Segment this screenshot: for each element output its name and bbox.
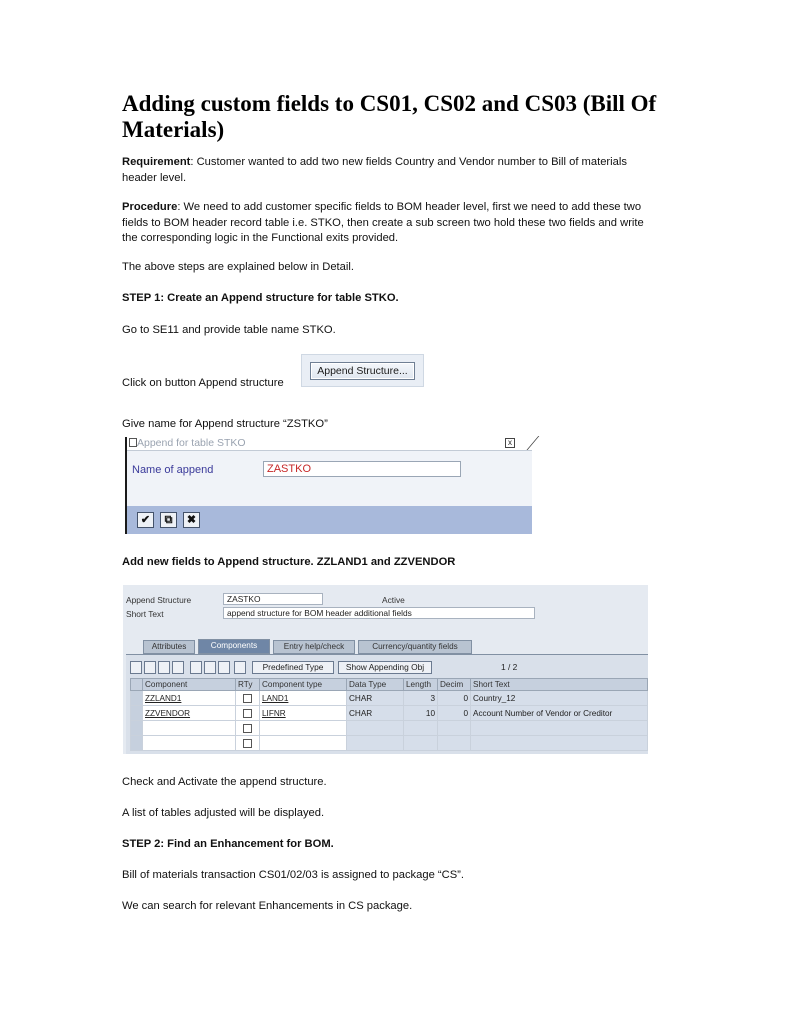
assigned-text: Bill of materials transaction CS01/02/03 is assigned to package “CS”. [122,869,465,881]
predefined-type-button[interactable]: Predefined Type [252,661,334,674]
click-append-text: Click on button Append structure [122,377,284,389]
append-structure-screenshot [301,354,424,387]
cell-component[interactable] [143,736,236,751]
col-component: Component [143,679,236,691]
explained-text: The above steps are explained below in Detail. [122,261,354,273]
row-selector[interactable] [131,691,143,706]
append-dialog-screenshot [125,437,532,534]
name-of-append-input[interactable]: ZASTKO [263,461,461,477]
cell-component-type[interactable]: LAND1 [260,691,347,706]
cell-component-type[interactable] [260,721,347,736]
table-row[interactable] [131,721,648,736]
cell-short-text: Account Number of Vendor or Creditor [471,706,648,721]
cell-component-type[interactable] [260,736,347,751]
close-icon[interactable]: x [505,438,515,448]
page-title: Adding custom fields to CS01, CS02 and CS03 (Bill Of Materials) [122,91,657,142]
requirement-text: : Customer wanted to add two new fields Country and Vendor number to Bill of materials header level. [122,156,627,184]
rty-checkbox[interactable] [243,694,252,703]
step1-heading: STEP 1: Create an Append structure for table STKO. [122,292,399,304]
select-all-header[interactable] [131,679,143,691]
dialog-edit-icon [129,438,137,447]
table-row[interactable] [131,706,648,721]
procedure-paragraph [122,200,652,247]
cell-decim: 0 [438,691,471,706]
dialog-header [127,437,532,450]
row-selector[interactable] [131,706,143,721]
search-text: We can search for relevant Enhancements in CS package. [122,900,413,912]
cell-decim: 0 [438,706,471,721]
check-activate-text: Check and Activate the append structure. [122,776,327,788]
filter-icon[interactable] [234,661,246,674]
components-panel [126,654,648,754]
row-selector[interactable] [131,721,143,736]
col-decim: Decim [438,679,471,691]
add-fields-heading: Add new fields to Append structure. ZZLAND1 and ZZVENDOR [122,556,456,568]
delete-row-icon[interactable] [190,661,202,674]
col-length: Length [404,679,438,691]
col-data-type: Data Type [347,679,404,691]
col-short-text: Short Text [471,679,648,691]
dialog-body [127,450,532,506]
status-text: Active [382,595,405,605]
list-tables-text: A list of tables adjusted will be displayed. [122,807,325,819]
append-structure-field[interactable]: ZASTKO [223,593,323,605]
go-se11-text: Go to SE11 and provide table name STKO. [122,324,336,336]
rty-checkbox[interactable] [243,709,252,718]
procedure-text: : We need to add customer specific fields to BOM header level, first we need to add these two fields to BOM header record table i.e. STKO, then create a sub screen two hold these two fields and write the corresponding logic in the Functional exits provided. [122,201,644,244]
continue-check-icon[interactable]: ✔ [137,512,154,528]
cell-component-type[interactable]: LIFNR [260,706,347,721]
rty-checkbox[interactable] [243,724,252,733]
give-name-text: Give name for Append structure “ZSTKO” [122,418,328,430]
requirement-label: Requirement [122,156,191,168]
tab-entry-help[interactable]: Entry help/check [273,640,355,654]
cell-component[interactable] [143,721,236,736]
se11-components-screenshot [123,585,648,754]
table-row[interactable] [131,691,648,706]
cancel-x-icon[interactable]: ✖ [183,512,200,528]
col-rty: RTy [236,679,260,691]
tab-components[interactable]: Components [198,639,270,654]
tab-currency-quantity[interactable]: Currency/quantity fields [358,640,472,654]
tab-attributes[interactable]: Attributes [143,640,195,654]
procedure-label: Procedure [122,201,178,213]
short-text-label: Short Text [126,609,164,619]
page-indicator: 1 / 2 [501,662,518,672]
cut-icon[interactable] [130,661,142,674]
col-component-type: Component type [260,679,347,691]
name-of-append-label: Name of append [132,464,214,476]
cell-component[interactable]: ZZVENDOR [143,706,236,721]
search-icon[interactable] [204,661,216,674]
dialog-corner [513,436,540,451]
copy-icon[interactable] [144,661,156,674]
components-table [130,678,648,751]
append-structure-label: Append Structure [126,595,192,605]
append-structure-button[interactable]: Append Structure... [310,362,415,380]
cell-data-type: CHAR [347,706,404,721]
show-appending-button[interactable]: Show Appending Obj [338,661,432,674]
dialog-title: Append for table STKO [137,437,246,449]
dialog-footer [127,506,532,534]
requirement-paragraph [122,155,652,186]
cell-length: 3 [404,691,438,706]
copy-icon[interactable]: ⧉ [160,512,177,528]
table-row[interactable] [131,736,648,751]
cell-component[interactable]: ZZLAND1 [143,691,236,706]
cell-length: 10 [404,706,438,721]
find-next-icon[interactable] [218,661,230,674]
row-selector[interactable] [131,736,143,751]
paste-icon[interactable] [158,661,170,674]
rty-checkbox[interactable] [243,739,252,748]
cell-short-text: Country_12 [471,691,648,706]
short-text-field[interactable]: append structure for BOM header additional fields [223,607,535,619]
step2-heading: STEP 2: Find an Enhancement for BOM. [122,838,334,850]
insert-row-icon[interactable] [172,661,184,674]
cell-data-type: CHAR [347,691,404,706]
